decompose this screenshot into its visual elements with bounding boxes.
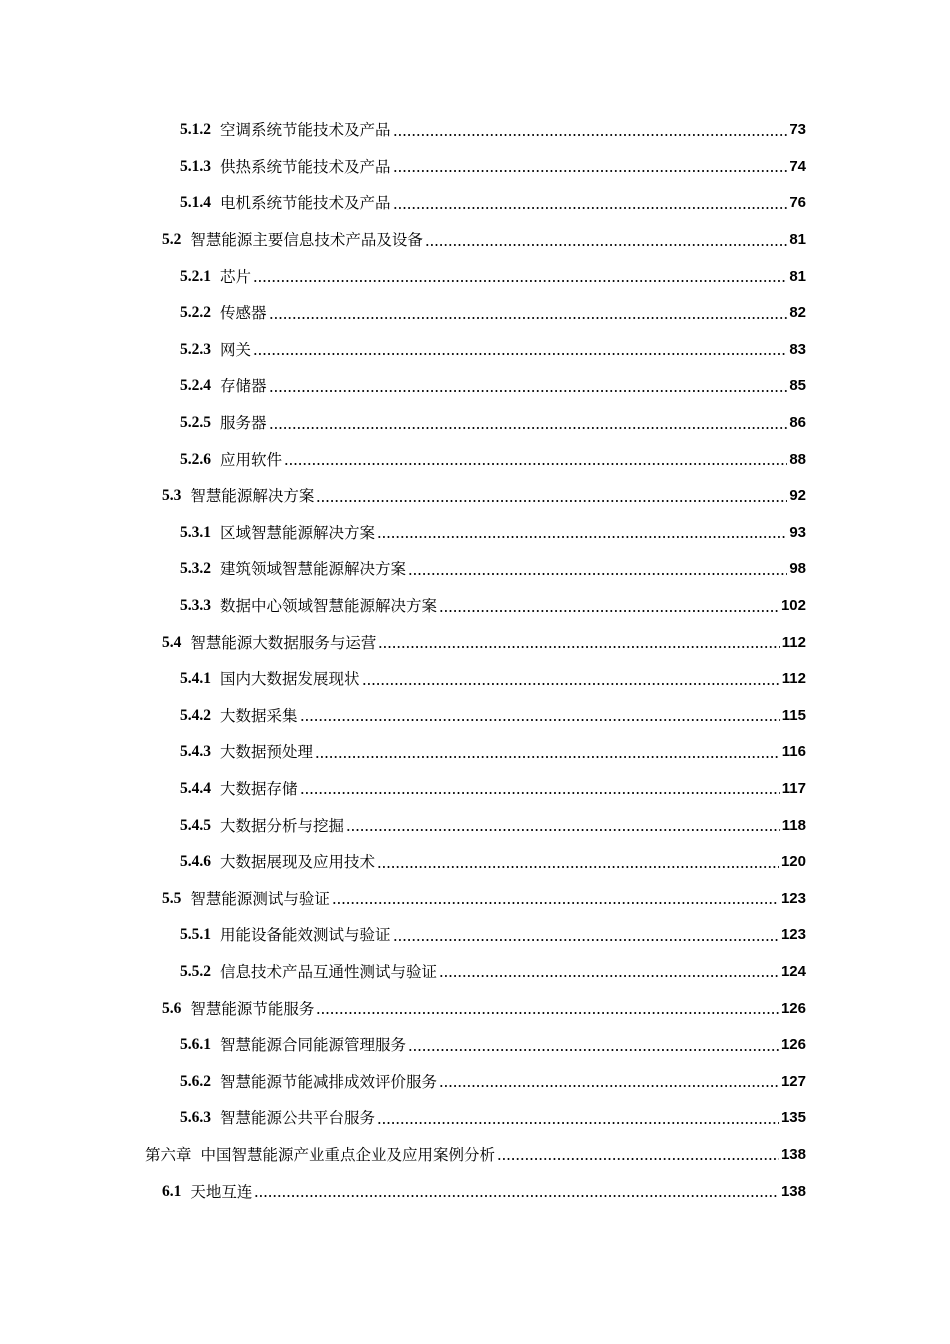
toc-entry-page-number: 138 xyxy=(780,1145,806,1163)
toc-entry[interactable] xyxy=(0,185,950,222)
toc-entry[interactable] xyxy=(0,917,950,954)
toc-entry-title: 智慧能源节能服务 xyxy=(190,999,315,1018)
toc-entry-page-number: 81 xyxy=(789,267,806,285)
toc-entry[interactable] xyxy=(0,954,950,991)
toc-entry-page-number: 123 xyxy=(780,926,806,944)
toc-dot-leader xyxy=(346,829,780,831)
toc-entry-number: 5.6.3 xyxy=(180,1109,211,1127)
toc-entry[interactable] xyxy=(0,661,950,698)
toc-entry-page-number: 73 xyxy=(789,121,806,139)
toc-dot-leader xyxy=(284,463,787,465)
toc-entry-page-number: 92 xyxy=(789,487,806,505)
toc-entry-page-number: 102 xyxy=(780,597,806,615)
toc-entry-title: 大数据分析与挖掘 xyxy=(220,816,345,835)
toc-entry-page-number: 126 xyxy=(780,1036,806,1054)
toc-entry-page-number: 123 xyxy=(780,889,806,907)
toc-dot-leader xyxy=(377,1122,779,1124)
toc-entry-number: 5.2.6 xyxy=(180,450,211,468)
toc-entry-number: 5.5.1 xyxy=(180,926,211,944)
toc-entry-number: 5.1.4 xyxy=(180,194,211,212)
toc-entry-page-number: 74 xyxy=(789,157,806,175)
toc-entry-page-number: 112 xyxy=(781,670,806,688)
toc-dot-leader xyxy=(425,244,787,246)
toc-entry-number: 5.2.3 xyxy=(180,340,211,358)
toc-entry[interactable] xyxy=(0,588,950,625)
toc-entry-title: 传感器 xyxy=(220,304,267,323)
toc-entry[interactable] xyxy=(0,1137,950,1174)
toc-entry-number: 5.3.2 xyxy=(180,560,211,578)
toc-entry[interactable] xyxy=(0,112,950,149)
toc-entry[interactable] xyxy=(0,880,950,917)
toc-entry-number: 5.1.3 xyxy=(180,157,211,175)
toc-entry-number: 5.6.1 xyxy=(180,1036,211,1054)
toc-entry-title: 智慧能源公共平台服务 xyxy=(220,1109,376,1128)
toc-entry-title: 智慧能源解决方案 xyxy=(190,487,315,506)
toc-entry-page-number: 98 xyxy=(789,560,806,578)
toc-entry-number: 5.5 xyxy=(162,889,182,907)
toc-entry-page-number: 88 xyxy=(789,450,806,468)
toc-dot-leader xyxy=(408,573,787,575)
toc-entry-number: 5.4.2 xyxy=(180,706,211,724)
toc-entry-page-number: 124 xyxy=(780,962,806,980)
toc-entry[interactable] xyxy=(0,368,950,405)
toc-entry-number: 5.6.2 xyxy=(180,1072,211,1090)
toc-dot-leader xyxy=(439,1085,779,1087)
toc-entry-title: 存储器 xyxy=(220,377,267,396)
toc-dot-leader xyxy=(378,646,779,648)
toc-entry-page-number: 135 xyxy=(780,1109,806,1127)
toc-entry-page-number: 81 xyxy=(789,231,806,249)
toc-entry[interactable] xyxy=(0,844,950,881)
toc-entry-title: 服务器 xyxy=(220,414,267,433)
toc-entry[interactable] xyxy=(0,698,950,735)
toc-entry-number: 5.4.1 xyxy=(180,670,211,688)
toc-entry-title: 智慧能源节能减排成效评价服务 xyxy=(220,1072,438,1091)
toc-entry[interactable] xyxy=(0,332,950,369)
toc-entry-number: 5.3.1 xyxy=(180,523,211,541)
toc-entry-number: 5.4 xyxy=(162,633,182,651)
toc-dot-leader xyxy=(253,353,787,355)
toc-dot-leader xyxy=(439,975,779,977)
toc-dot-leader xyxy=(269,317,788,319)
toc-entry[interactable] xyxy=(0,478,950,515)
toc-entry-title: 天地互连 xyxy=(190,1182,253,1201)
toc-entry[interactable] xyxy=(0,771,950,808)
toc-entry-number: 第六章 xyxy=(145,1145,192,1164)
toc-entry-page-number: 76 xyxy=(789,194,806,212)
toc-entry-page-number: 83 xyxy=(789,340,806,358)
toc-entry-number: 6.1 xyxy=(162,1182,182,1200)
toc-entry-page-number: 120 xyxy=(780,853,806,871)
toc-entry[interactable] xyxy=(0,624,950,661)
toc-entry-page-number: 116 xyxy=(781,743,806,761)
toc-entry[interactable] xyxy=(0,222,950,259)
toc-entry-number: 5.4.5 xyxy=(180,816,211,834)
toc-entry-title: 应用软件 xyxy=(220,450,283,469)
toc-entry[interactable] xyxy=(0,295,950,332)
toc-entry-page-number: 93 xyxy=(789,523,806,541)
toc-entry[interactable] xyxy=(0,807,950,844)
toc-entry-number: 5.2.2 xyxy=(180,304,211,322)
toc-dot-leader xyxy=(408,1049,779,1051)
toc-entry[interactable] xyxy=(0,734,950,771)
toc-dot-leader xyxy=(316,1012,779,1014)
toc-dot-leader xyxy=(269,390,788,392)
toc-dot-leader xyxy=(393,134,788,136)
toc-dot-leader xyxy=(393,170,788,172)
toc-entry-page-number: 85 xyxy=(789,377,806,395)
toc-entry-title: 大数据展现及应用技术 xyxy=(220,853,376,872)
toc-dot-leader xyxy=(497,1158,779,1160)
toc-entry-title: 用能设备能效测试与验证 xyxy=(220,926,391,945)
toc-entry-number: 5.1.2 xyxy=(180,121,211,139)
toc-entry-title: 空调系统节能技术及产品 xyxy=(220,121,391,140)
toc-dot-leader xyxy=(316,500,787,502)
toc-entry-number: 5.3 xyxy=(162,487,182,505)
toc-entry-title: 供热系统节能技术及产品 xyxy=(220,157,391,176)
toc-entry-title: 国内大数据发展现状 xyxy=(220,670,360,689)
toc-dot-leader xyxy=(362,683,780,685)
toc-entry-title: 建筑领域智慧能源解决方案 xyxy=(220,560,407,579)
toc-entry[interactable] xyxy=(0,551,950,588)
toc-entry[interactable] xyxy=(0,258,950,295)
toc-dot-leader xyxy=(254,1195,779,1197)
toc-entry-page-number: 118 xyxy=(781,816,806,834)
toc-entry-title: 区域智慧能源解决方案 xyxy=(220,523,376,542)
toc-entry-title: 中国智慧能源产业重点企业及应用案例分析 xyxy=(200,1145,496,1164)
toc-entry-number: 5.6 xyxy=(162,999,182,1017)
toc-entry[interactable] xyxy=(0,441,950,478)
toc-entry[interactable] xyxy=(0,990,950,1027)
toc-dot-leader xyxy=(393,207,788,209)
toc-entry-page-number: 126 xyxy=(780,999,806,1017)
toc-entry-number: 5.2.4 xyxy=(180,377,211,395)
toc-entry-title: 智慧能源合同能源管理服务 xyxy=(220,1036,407,1055)
toc-entry-page-number: 127 xyxy=(780,1072,806,1090)
toc-entry-number: 5.4.6 xyxy=(180,853,211,871)
toc-entry-title: 智慧能源主要信息技术产品及设备 xyxy=(190,231,423,250)
toc-entry-title: 电机系统节能技术及产品 xyxy=(220,194,391,213)
toc-entry-page-number: 82 xyxy=(789,304,806,322)
toc-dot-leader xyxy=(377,536,787,538)
toc-entry-title: 芯片 xyxy=(220,267,252,286)
toc-entry-title: 数据中心领域智慧能源解决方案 xyxy=(220,597,438,616)
toc-entry-title: 智慧能源大数据服务与运营 xyxy=(190,633,377,652)
toc-entry-title: 大数据预处理 xyxy=(220,743,314,762)
toc-entry[interactable] xyxy=(0,1100,950,1137)
toc-entry-number: 5.3.3 xyxy=(180,597,211,615)
toc-dot-leader xyxy=(300,792,780,794)
toc-entry-number: 5.5.2 xyxy=(180,962,211,980)
toc-entry-title: 智慧能源测试与验证 xyxy=(190,889,330,908)
toc-entry-page-number: 117 xyxy=(781,779,806,797)
toc-entry[interactable] xyxy=(0,1027,950,1064)
table-of-contents xyxy=(0,112,950,1210)
toc-entry-number: 5.2.1 xyxy=(180,267,211,285)
toc-entry-page-number: 86 xyxy=(789,414,806,432)
toc-entry-page-number: 112 xyxy=(781,633,806,651)
toc-entry-page-number: 115 xyxy=(781,706,806,724)
toc-dot-leader xyxy=(253,280,787,282)
toc-dot-leader xyxy=(439,610,779,612)
toc-entry[interactable] xyxy=(0,515,950,552)
toc-entry-title: 信息技术产品互通性测试与验证 xyxy=(220,962,438,981)
toc-entry-title: 大数据存储 xyxy=(220,779,298,798)
toc-entry-number: 5.4.4 xyxy=(180,779,211,797)
toc-entry-title: 网关 xyxy=(220,340,252,359)
toc-entry[interactable] xyxy=(0,1063,950,1100)
toc-entry[interactable] xyxy=(0,1173,950,1210)
toc-entry-title: 大数据采集 xyxy=(220,706,298,725)
toc-dot-leader xyxy=(377,866,779,868)
toc-dot-leader xyxy=(300,719,780,721)
toc-dot-leader xyxy=(269,427,788,429)
toc-dot-leader xyxy=(393,939,779,941)
toc-entry-number: 5.2 xyxy=(162,231,182,249)
toc-entry[interactable] xyxy=(0,405,950,442)
toc-dot-leader xyxy=(315,756,780,758)
toc-entry-number: 5.2.5 xyxy=(180,414,211,432)
toc-entry-page-number: 138 xyxy=(780,1182,806,1200)
toc-entry[interactable] xyxy=(0,149,950,186)
toc-dot-leader xyxy=(332,902,779,904)
toc-entry-number: 5.4.3 xyxy=(180,743,211,761)
